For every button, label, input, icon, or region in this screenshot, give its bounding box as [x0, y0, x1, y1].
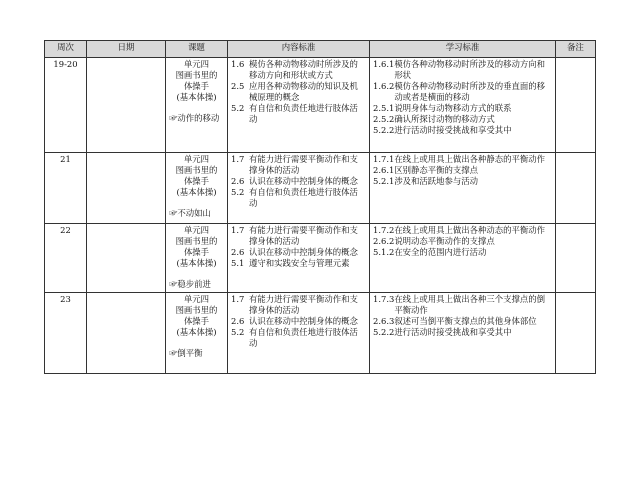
topic-line: 体操手: [183, 247, 210, 257]
topic-line: 单元四: [183, 154, 210, 164]
standard-item: [231, 81, 366, 103]
standard-text: 遵守和实践安全与管理元素: [249, 258, 350, 268]
header-date: 日期: [87, 41, 166, 58]
learning-number: 1.7.1: [373, 154, 395, 164]
learning-item: [373, 176, 552, 187]
topic-line: 图画书里的: [175, 236, 218, 246]
topic-line: 单元四: [183, 294, 210, 304]
standard-item: [231, 176, 366, 187]
standard-number: 1.7: [231, 154, 245, 164]
learning-standard-cell: [370, 58, 556, 153]
topic-line: 体操手: [183, 316, 210, 326]
learning-number: 2.5.1: [373, 103, 395, 113]
standard-item: [231, 294, 366, 316]
learning-text: 模仿各种动物移动时所涉及的移动方向和形状: [394, 59, 546, 80]
standard-number: 2.6: [231, 176, 245, 186]
standard-item: [231, 59, 366, 81]
learning-item: [373, 125, 552, 136]
standard-item: [231, 154, 366, 176]
remark-cell: [556, 153, 596, 224]
remark-cell: [556, 58, 596, 153]
learning-number: 2.6.3: [373, 316, 395, 326]
learning-item: [373, 103, 552, 114]
standard-number: 1.7: [231, 225, 245, 235]
learning-number: 1.6.1: [373, 59, 395, 69]
standard-item: [231, 258, 366, 269]
standard-item: [231, 247, 366, 258]
activity-label: ☞不动如山: [169, 208, 211, 218]
header-week: 周次: [45, 41, 87, 58]
learning-item: [373, 294, 552, 316]
topic-line: (基本体操): [176, 92, 217, 102]
learning-number: 5.2.2: [373, 327, 395, 337]
date-cell: [87, 224, 166, 293]
learning-item: [373, 316, 552, 327]
table-row: [45, 153, 596, 224]
activity-label: ☞稳步前进: [169, 279, 211, 289]
learning-item: [373, 247, 552, 258]
week-cell: 21: [45, 153, 87, 224]
standard-item: [231, 225, 366, 247]
content-standard-cell: [228, 224, 370, 293]
learning-number: 2.5.2: [373, 114, 395, 124]
learning-standard-cell: [370, 293, 556, 374]
topic-line: 图画书里的: [175, 70, 218, 80]
activity-label: ☞动作的移动: [169, 113, 220, 123]
learning-item: [373, 225, 552, 236]
standard-number: 2.6: [231, 247, 245, 257]
table-row: [45, 224, 596, 293]
standard-number: 5.2: [231, 103, 245, 113]
learning-text: 在线上或用具上做出各种动态的平衡动作: [394, 225, 546, 235]
header-learning-standard: 学习标准: [370, 41, 556, 58]
learning-item: [373, 327, 552, 338]
table-row: [45, 293, 596, 374]
content-standard-cell: [228, 58, 370, 153]
standard-text: 有能力进行需要平衡动作和支撑身体的活动: [249, 154, 358, 175]
standard-number: 1.6: [231, 59, 245, 69]
topic-line: 单元四: [183, 225, 210, 235]
standard-text: 有能力进行需要平衡动作和支撑身体的活动: [249, 225, 358, 246]
standard-number: 2.6: [231, 316, 245, 326]
standard-number: 5.2: [231, 187, 245, 197]
learning-text: 在线上或用具上做出各种静态的平衡动作: [394, 154, 546, 164]
learning-standard-cell: [370, 224, 556, 293]
standard-text: 认识在移动中控制身体的概念: [249, 247, 358, 257]
topic-cell: [166, 153, 228, 224]
standard-item: [231, 103, 366, 125]
learning-item: [373, 165, 552, 176]
learning-number: 1.7.2: [373, 225, 395, 235]
standard-item: [231, 316, 366, 327]
learning-standard-cell: [370, 153, 556, 224]
learning-number: 2.6.1: [373, 165, 395, 175]
remark-cell: [556, 293, 596, 374]
week-cell: 23: [45, 293, 87, 374]
standard-text: 认识在移动中控制身体的概念: [249, 176, 358, 186]
topic-line: 体操手: [183, 81, 210, 91]
learning-text: 确认所探讨动物的移动方式: [394, 114, 495, 124]
header-topic: 课题: [166, 41, 228, 58]
learning-item: [373, 81, 552, 103]
standard-number: 5.2: [231, 327, 245, 337]
learning-item: [373, 59, 552, 81]
remark-cell: [556, 224, 596, 293]
learning-number: 1.7.3: [373, 294, 395, 304]
date-cell: [87, 153, 166, 224]
topic-cell: [166, 58, 228, 153]
topic-line: 图画书里的: [175, 305, 218, 315]
lesson-plan-table: [44, 40, 596, 374]
standard-number: 5.1: [231, 258, 245, 268]
topic-line: 体操手: [183, 176, 210, 186]
learning-text: 模仿各种动物移动时所涉及的垂直面的移动或者是横面的移动: [394, 81, 546, 102]
topic-line: (基本体操): [176, 327, 217, 337]
topic-line: 单元四: [183, 59, 210, 69]
learning-item: [373, 154, 552, 165]
content-standard-cell: [228, 153, 370, 224]
header-remark: 备注: [556, 41, 596, 58]
standard-text: 有自信和负责任地进行肢体活动: [249, 187, 358, 208]
learning-text: 说明身体与动物移动方式的联系: [394, 103, 512, 113]
header-content-standard: 内容标准: [228, 41, 370, 58]
date-cell: [87, 293, 166, 374]
table-row: [45, 58, 596, 153]
date-cell: [87, 58, 166, 153]
learning-text: 叙述可当倒平衡支撑点的其他身体部位: [394, 316, 537, 326]
learning-number: 1.6.2: [373, 81, 395, 91]
standard-item: [231, 187, 366, 209]
standard-text: 应用各种动物移动的知识及机械原理的概念: [249, 81, 358, 102]
learning-text: 涉及和活跃地参与活动: [394, 176, 479, 186]
learning-number: 5.2.2: [373, 125, 395, 135]
learning-item: [373, 236, 552, 247]
activity-label: ☞倒平衡: [169, 348, 203, 358]
standard-text: 有自信和负责任地进行肢体活动: [249, 327, 358, 348]
topic-line: 图画书里的: [175, 165, 218, 175]
topic-line: (基本体操): [176, 187, 217, 197]
standard-text: 认识在移动中控制身体的概念: [249, 316, 358, 326]
standard-number: 2.5: [231, 81, 245, 91]
topic-line: (基本体操): [176, 258, 217, 268]
learning-item: [373, 114, 552, 125]
standard-text: 有能力进行需要平衡动作和支撑身体的活动: [249, 294, 358, 315]
learning-number: 5.1.2: [373, 247, 395, 257]
learning-number: 5.2.1: [373, 176, 395, 186]
topic-cell: [166, 293, 228, 374]
learning-text: 在线上或用具上做出各种三个支撑点的倒平衡动作: [394, 294, 546, 315]
standard-text: 有自信和负责任地进行肢体活动: [249, 103, 358, 124]
topic-cell: [166, 224, 228, 293]
week-cell: 19-20: [45, 58, 87, 153]
learning-text: 进行活动时接受挑战和享受其中: [394, 125, 512, 135]
learning-text: 区别静态平衡的支撑点: [394, 165, 479, 175]
content-standard-cell: [228, 293, 370, 374]
learning-number: 2.6.2: [373, 236, 395, 246]
header-row: [45, 41, 596, 58]
learning-text: 在安全的范围内进行活动: [394, 247, 487, 257]
standard-text: 模仿各种动物移动时所涉及的移动方向和形状或方式: [249, 59, 358, 80]
standard-item: [231, 327, 366, 349]
learning-text: 说明动态平衡动作的支撑点: [394, 236, 495, 246]
week-cell: 22: [45, 224, 87, 293]
standard-number: 1.7: [231, 294, 245, 304]
learning-text: 进行活动时接受挑战和享受其中: [394, 327, 512, 337]
